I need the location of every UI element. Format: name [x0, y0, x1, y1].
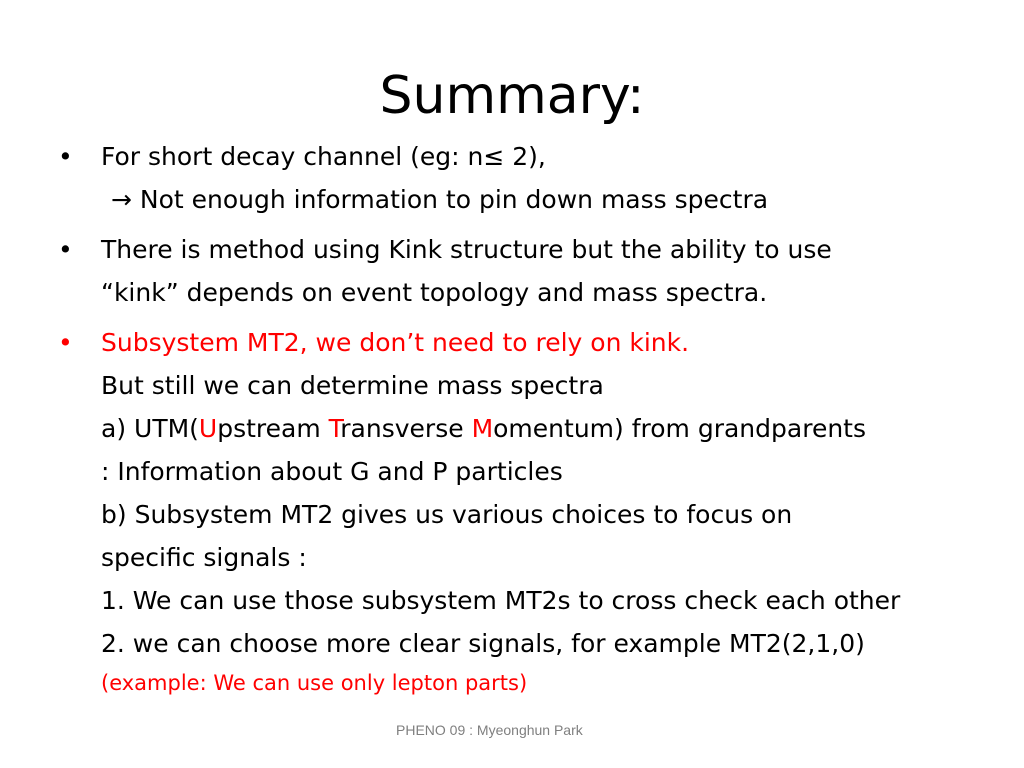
bullet-line: “kink” depends on event topology and mass spectra. — [101, 278, 768, 307]
bullet-line-utm — [101, 407, 1008, 450]
bullet-line: There is method using Kink structure but the ability to use — [101, 235, 832, 264]
bullet-line-arrow: → Not enough information to pin down mass spectra — [111, 185, 769, 214]
utm-text: ransverse — [340, 414, 472, 443]
bullet-dot-icon: • — [58, 328, 73, 357]
utm-initial-m: M — [471, 414, 494, 443]
bullet-line-highlight: Subsystem MT2, we don’t need to rely on kink. — [101, 328, 690, 357]
bullet-dot-icon: • — [58, 142, 73, 171]
bullet-item-subsystem-mt2 — [58, 321, 1008, 701]
bullet-line: : Information about G and P particles — [101, 457, 563, 486]
bullet-line: For short decay channel (eg: n≤ 2), — [101, 142, 546, 171]
bullet-line: 2. we can choose more clear signals, for example MT2(2,1,0) — [101, 629, 865, 658]
bullet-line: 1. We can use those subsystem MT2s to cross check each other — [101, 586, 901, 615]
bullet-line-example-note: (example: We can use only lepton parts) — [101, 671, 528, 695]
bullet-item-short-decay — [58, 135, 1008, 221]
bullet-list — [58, 135, 1008, 708]
slide-title: Summary: — [379, 66, 645, 126]
utm-initial-u: U — [198, 414, 218, 443]
utm-text: omentum) from grandparents — [493, 414, 866, 443]
utm-text: pstream — [217, 414, 329, 443]
bullet-item-kink-method — [58, 228, 1008, 314]
bullet-line: b) Subsystem MT2 gives us various choices to focus on — [101, 500, 793, 529]
bullet-line: specific signals : — [101, 543, 307, 572]
utm-initial-t: T — [328, 414, 341, 443]
bullet-dot-icon: • — [58, 235, 73, 264]
footer-credit: PHENO 09 : Myeonghun Park — [396, 722, 583, 738]
bullet-line: But still we can determine mass spectra — [101, 371, 604, 400]
utm-text: a) UTM( — [101, 414, 199, 443]
